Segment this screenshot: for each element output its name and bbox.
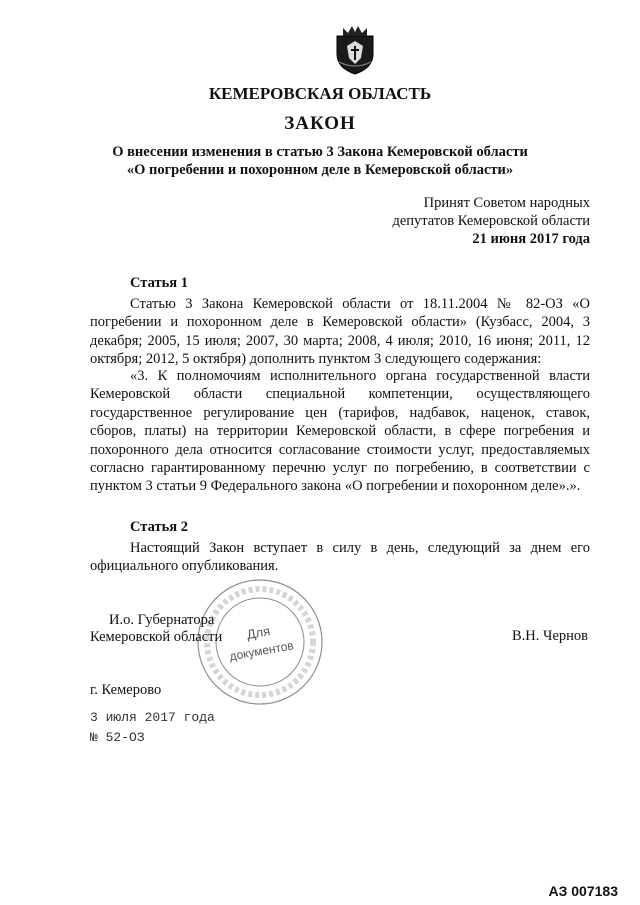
article-1-paragraph-2: «3. К полномочиям исполнительного органа государственной власти Кемеровской области специальной компетенции, осуществляющего государственное регулирование цен (тарифов, надбавок, наценок, ставок, сборов, платы) на территории Кемеровской области, в сфере погребения и похоронного дела относится согласование стоимости услуг, предоставляемых согласно гарантированному перечню услуг по погребению, в соответствии с пунктом 3 статьи 9 Федерального закона «О погребении и похоронном деле».».: [90, 368, 590, 495]
registration-date: 3 июля 2017 года: [90, 710, 215, 725]
article-1-paragraph-1: Статью 3 Закона Кемеровской области от 18.11.2004 № 82-ОЗ «О погребении и похоронном деле в Кемеровской области» (Кузбасс, 2004, 3 декабря; 2005, 15 июля; 2007, 30 марта; 2008, 4 июля; 2010, 16 июня; 2011, 12 октября; 2012, 5 октября) дополнить пунктом 3 следующего содержания:: [90, 296, 590, 368]
coat-of-arms-icon: [333, 24, 377, 76]
adoption-line-2: депутатов Кемеровской области: [392, 213, 590, 229]
adoption-date: 21 июня 2017 года: [472, 231, 590, 247]
seal-center-line-2: документов: [228, 638, 295, 664]
article-2-paragraph-1: Настоящий Закон вступает в силу в день, следующий за днем его официального опубликования.: [90, 540, 590, 575]
document-type: ЗАКОН: [284, 113, 356, 134]
adoption-line-1: Принят Советом народных: [423, 195, 590, 211]
signer-role-line-2: Кемеровской области: [90, 629, 223, 645]
signer-name: В.Н. Чернов: [512, 628, 588, 644]
registration-number: № 52-ОЗ: [90, 730, 145, 745]
article-2-title: Статья 2: [130, 519, 188, 535]
place-of-signing: г. Кемерово: [90, 682, 162, 698]
signer-role-line-1: И.о. Губернатора: [109, 612, 215, 628]
region-name: КЕМЕРОВСКАЯ ОБЛАСТЬ: [208, 84, 432, 103]
document-serial: АЗ 007183: [548, 883, 618, 899]
seal-center-line-1: Для: [245, 623, 272, 643]
subject-line-2: «О погребении и похоронном деле в Кемеровской области»: [126, 162, 514, 178]
article-1-title: Статья 1: [130, 275, 188, 291]
subject-line-1: О внесении изменения в статью 3 Закона Кемеровской области: [112, 144, 528, 160]
